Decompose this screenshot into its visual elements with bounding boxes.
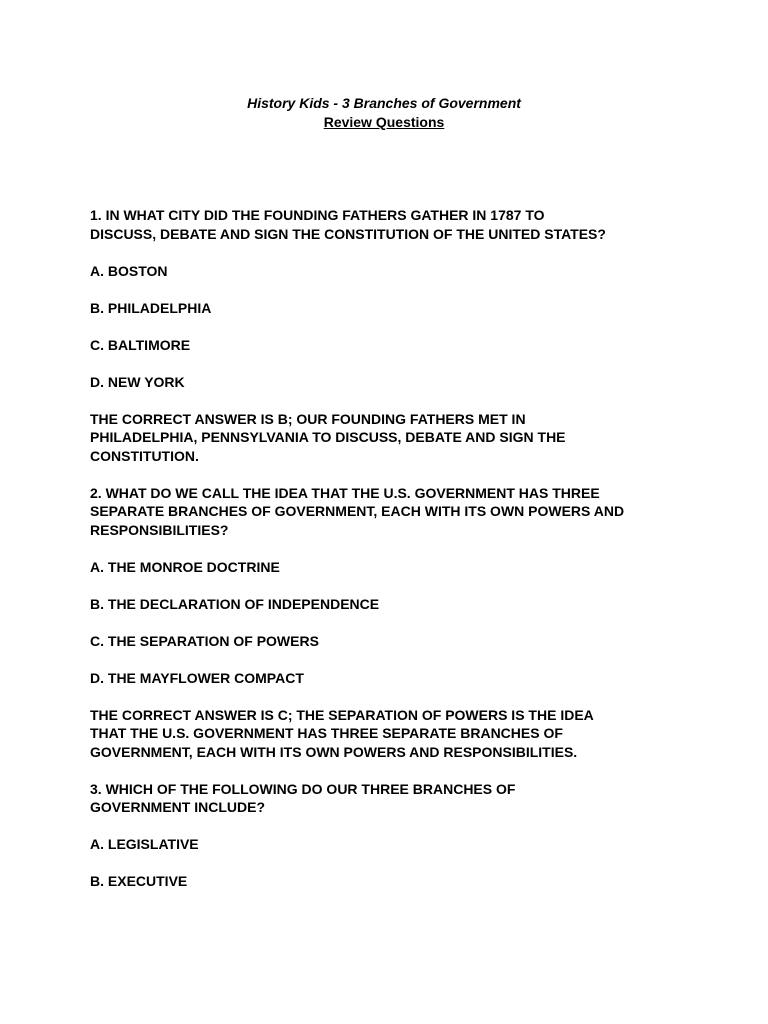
question-1-option-c: C. BALTIMORE: [90, 336, 191, 353]
document-subtitle: Review Questions: [323, 114, 445, 130]
question-1-option-d: D. NEW YORK: [90, 373, 185, 390]
question-2-option-d: D. THE MAYFLOWER COMPACT: [90, 669, 304, 686]
question-3-option-a: A. LEGISLATIVE: [90, 836, 199, 852]
question-2-text: 2. WHAT DO WE CALL THE IDEA THAT THE U.S. GOVERNMENT HAS THREE SEPARATE BRANCHES OF GOVERNMENT, EACH WITH ITS OWN POWERS AND RESPONSIBILITIES?: [90, 484, 625, 538]
document-body: [90, 206, 690, 909]
question-2-option-c: C. THE SEPARATION OF POWERS: [90, 632, 319, 649]
question-2-option-a: A. THE MONROE DOCTRINE: [90, 558, 280, 575]
document-header: [0, 94, 768, 132]
question-1-option-a: A. BOSTON: [90, 262, 168, 279]
question-2-answer: THE CORRECT ANSWER IS C; THE SEPARATION OF POWERS IS THE IDEA THAT THE U.S. GOVERNMENT HAS THREE SEPARATE BRANCHES OF GOVERNMENT, EACH WITH ITS OWN POWERS AND RESPONSIBILITIES.: [90, 706, 594, 760]
question-3-option-b: B. EXECUTIVE: [90, 873, 188, 889]
question-2-option-b: B. THE DECLARATION OF INDEPENDENCE: [90, 595, 380, 612]
question-3-text: 3. WHICH OF THE FOLLOWING DO OUR THREE BRANCHES OF GOVERNMENT INCLUDE?: [90, 780, 516, 815]
question-1-text: 1. IN WHAT CITY DID THE FOUNDING FATHERS GATHER IN 1787 TO DISCUSS, DEBATE AND SIGN THE CONSTITUTION OF THE UNITED STATES?: [90, 207, 606, 242]
question-1-answer: THE CORRECT ANSWER IS B; OUR FOUNDING FATHERS MET IN PHILADELPHIA, PENNSYLVANIA TO DISCUSS, DEBATE AND SIGN THE CONSTITUTION.: [90, 410, 566, 464]
document-title: History Kids - 3 Branches of Government: [247, 95, 521, 111]
question-1-option-b: B. PHILADELPHIA: [90, 299, 212, 316]
